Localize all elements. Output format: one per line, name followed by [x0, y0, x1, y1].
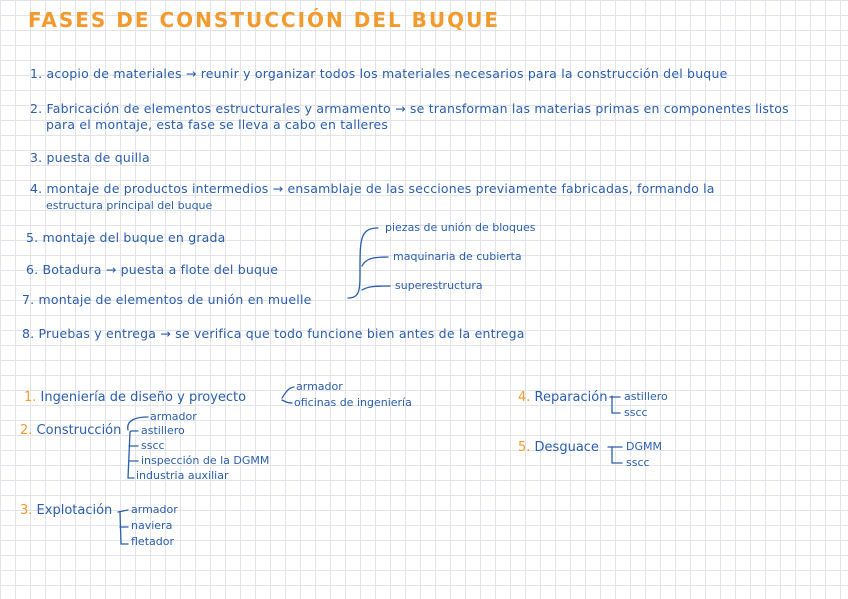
union-item-1: piezas de unión de bloques	[385, 221, 536, 234]
phase-4-item-2: sscc	[624, 406, 648, 419]
step-text: montaje del buque en grada	[42, 230, 226, 245]
step-number: 1.	[30, 66, 43, 81]
phase-1-item-1: armador	[296, 380, 343, 393]
step-number: 3.	[30, 150, 43, 165]
step-number: 7.	[22, 292, 35, 307]
phase-2-stem	[128, 432, 134, 478]
union-item-2: maquinaria de cubierta	[393, 250, 522, 263]
step-2-continuation: para el montaje, esta fase se lleva a cabo en talleres	[46, 117, 389, 132]
step-text: montaje de productos intermedios → ensamblaje de las secciones previamente fabricadas, formando la	[46, 181, 715, 196]
phase-1-item-2: oficinas de ingeniería	[294, 396, 412, 409]
step-number: 5.	[26, 230, 39, 245]
step-text: Botadura → puesta a flote del buque	[42, 262, 279, 277]
step-text: Pruebas y entrega → se verifica que todo funcione bien antes de la entrega	[38, 326, 525, 341]
union-item-3: superestructura	[395, 279, 483, 292]
phase-1-arrow-2	[282, 400, 292, 403]
phase-1-arrow-1	[282, 387, 294, 398]
phase-3-item-3: fletador	[131, 535, 174, 548]
step-number: 8.	[22, 326, 35, 341]
step-4-continuation: estructura principal del buque	[46, 199, 213, 212]
phase-2-item-4: inspección de la DGMM	[141, 454, 270, 467]
phase-number: 2.	[20, 423, 33, 438]
phase-label: Reparación	[534, 390, 608, 405]
phase-2-brace	[128, 417, 148, 430]
phase-label: Explotación	[36, 503, 113, 518]
phase-number: 3.	[20, 503, 33, 518]
step-text: Fabricación de elementos estructurales y armamento → se transforman las materias primas en componentes listos	[46, 101, 789, 116]
phase-5-item-2: sscc	[626, 456, 650, 469]
phase-2-stem-b	[130, 431, 138, 432]
step-number: 6.	[26, 262, 39, 277]
phase-3-item-1: armador	[131, 503, 178, 516]
phase-number: 1.	[24, 390, 37, 405]
step-number: 4.	[30, 181, 43, 196]
phase-3-stem	[120, 512, 128, 544]
phase-4-stem	[612, 396, 620, 413]
phase-number: 5.	[518, 440, 531, 455]
union-arrow-2	[362, 257, 388, 266]
phase-5-stem	[612, 447, 622, 463]
step-text: puesta de quilla	[46, 150, 150, 165]
phase-2-item-1: armador	[150, 410, 197, 423]
union-brace-arrow	[348, 228, 378, 298]
phase-5-item-1: DGMM	[626, 440, 662, 453]
step-text: acopio de materiales → reunir y organizar todos los materiales necesarios para la construcción del buque	[46, 66, 728, 81]
phase-label: Desguace	[534, 440, 599, 455]
phase-4-item-1: astillero	[624, 390, 668, 403]
page-title: FASES DE CONSTUCCIÓN DEL BUQUE	[28, 8, 501, 32]
step-text: montaje de elementos de unión en muelle	[38, 292, 312, 307]
phase-2-item-5: industria auxiliar	[136, 469, 229, 482]
phase-label: Construcción	[36, 423, 122, 438]
union-arrow-3	[362, 286, 390, 290]
phase-2-item-3: sscc	[141, 439, 165, 452]
phase-label: Ingeniería de diseño y proyecto	[40, 390, 247, 405]
phase-3-item-2: naviera	[131, 519, 173, 532]
phase-3-arrow-1	[118, 510, 128, 512]
step-number: 2.	[30, 101, 43, 116]
phase-2-item-2: astillero	[141, 424, 185, 437]
phase-number: 4.	[518, 390, 531, 405]
